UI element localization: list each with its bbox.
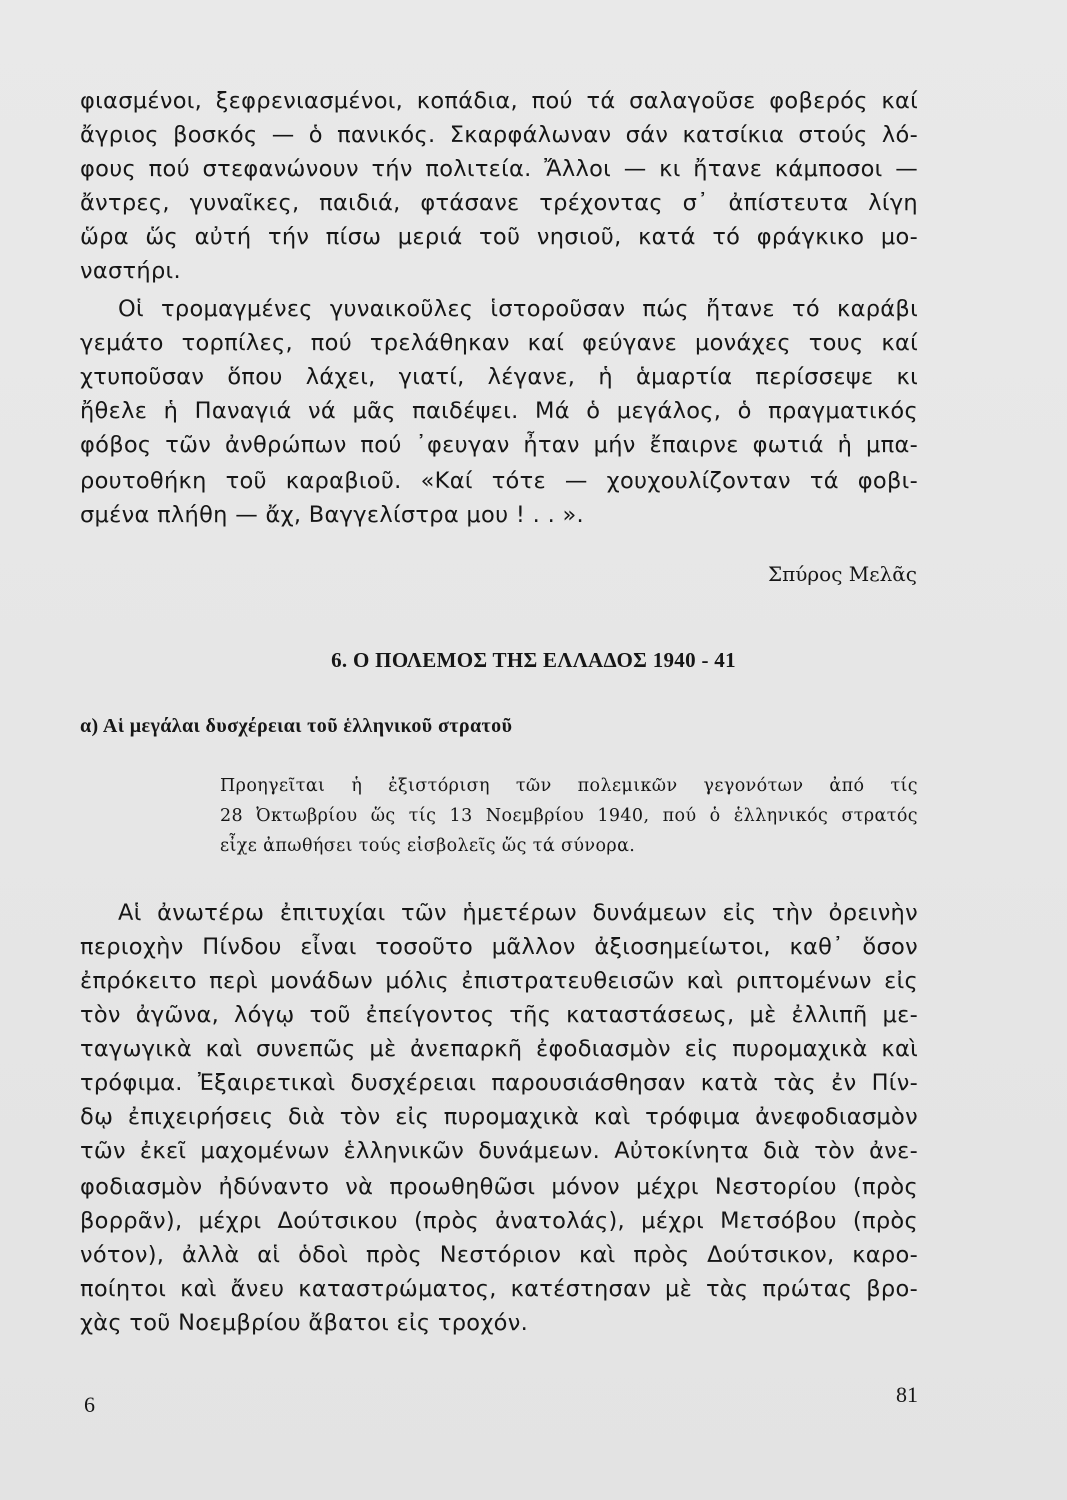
text-line: τὸν ἀγῶνα, λόγῳ τοῦ ἐπείγοντος τῆς καταστάσεως, μὲ ἐλλιπῆ με-	[80, 1002, 918, 1028]
text-line: ἐπρόκειτο περὶ μονάδων μόλις ἐπιστρατευθεισῶν καὶ ριπτομένων εἰς	[80, 968, 918, 994]
text-line: ἄγριος βοσκός — ὁ πανικός. Σκαρφάλωναν σάν κατσίκια στούς λό-	[80, 122, 918, 148]
author-signature: Σπύρος Μελᾶς	[767, 562, 917, 586]
summary-line: 28 Ὀκτωβρίου ὥς τίς 13 Νοεμβρίου 1940, πού ὁ ἑλληνικός στρατός	[220, 806, 918, 826]
text-line: δῳ ἐπιχειρήσεις διὰ τὸν εἰς πυρομαχικὰ καὶ τρόφιμα ἀνεφοδιασμὸν	[80, 1104, 918, 1130]
text-line: βορρᾶν), μέχρι Δούτσικου (πρὸς ἀνατολάς), μέχρι Μετσόβου (πρὸς	[80, 1208, 918, 1234]
text-line: νότον), ἀλλὰ αἱ ὁδοὶ πρὸς Νεστόριον καὶ πρὸς Δούτσικον, καρο-	[80, 1242, 918, 1268]
text-line: ρουτοθήκη τοῦ καραβιοῦ. «Καί τότε — χουχουλίζονταν τά φοβι-	[80, 468, 918, 494]
text-line: ὥρα ὥς αὐτή τήν πίσω μεριά τοῦ νησιοῦ, κατά τό φράγκικο μο-	[80, 224, 918, 250]
page-number-left: 6	[84, 1392, 95, 1417]
page-number-right: 81	[896, 1382, 918, 1407]
section-title: 6. Ο ΠΟΛΕΜΟΣ ΤΗΣ ΕΛΛΑΔΟΣ 1940 - 41	[331, 648, 736, 672]
text-line: φόβος τῶν ἀνθρώπων πού ᾽φευγαν ἦταν μήν ἔπαιρνε φωτιά ἡ μπα-	[80, 432, 918, 458]
text-line: ναστήρι.	[80, 258, 181, 284]
text-line: γεμάτο τορπίλες, πού τρελάθηκαν καί φεύγανε μονάχες τους καί	[80, 330, 918, 356]
text-line: ἄντρες, γυναῖκες, παιδιά, φτάσανε τρέχοντας σ᾽ ἀπίστευτα λίγη	[80, 190, 918, 216]
text-line: σμένα πλήθη — ἄχ, Βαγγελίστρα μου ! . . ».	[80, 502, 584, 528]
text-line: ἤθελε ἡ Παναγιά νά μᾶς παιδέψει. Μά ὁ μεγάλος, ὁ πραγματικός	[80, 398, 918, 424]
text-line: Οἱ τρομαγμένες γυναικοῦλες ἱστοροῦσαν πώς ἤτανε τό καράβι	[118, 296, 918, 322]
text-line: ταγωγικὰ καὶ συνεπῶς μὲ ἀνεπαρκῆ ἐφοδιασμὸν εἰς πυρομαχικὰ καὶ	[80, 1036, 918, 1062]
text-line: ποίητοι καὶ ἄνευ καταστρώματος, κατέστησαν μὲ τὰς πρώτας βρο-	[80, 1276, 918, 1302]
subsection-title: α) Αἱ μεγάλαι δυσχέρειαι τοῦ ἑλληνικοῦ στρατοῦ	[80, 715, 513, 737]
text-line: φιασμένοι, ξεφρενιασμένοι, κοπάδια, πού τά σαλαγοῦσε φοβερός καί	[80, 88, 918, 114]
text-line: Αἱ ἀνωτέρω ἐπιτυχίαι τῶν ἡμετέρων δυνάμεων εἰς τὴν ὀρεινὴν	[118, 900, 918, 926]
text-line: χὰς τοῦ Νοεμβρίου ἄβατοι εἰς τροχόν.	[80, 1310, 529, 1336]
text-line: χτυποῦσαν ὅπου λάχει, γιατί, λέγανε, ἡ ἁμαρτία περίσσεψε κι	[80, 364, 918, 390]
summary-line: εἶχε ἀπωθήσει τούς εἰσβολεῖς ὥς τά σύνορα.	[220, 836, 636, 856]
summary-line: Προηγεῖται ἡ ἐξιστόριση τῶν πολεμικῶν γεγονότων ἀπό τίς	[220, 776, 918, 796]
text-line: τῶν ἐκεῖ μαχομένων ἑλληνικῶν δυνάμεων. Αὐτοκίνητα διὰ τὸν ἀνε-	[80, 1138, 918, 1164]
text-line: περιοχὴν Πίνδου εἶναι τοσοῦτο μᾶλλον ἀξιοσημείωτοι, καθ᾽ ὅσον	[80, 934, 918, 960]
text-line: φους πού στεφανώνουν τήν πολιτεία. Ἄλλοι — κι ἤτανε κάμποσοι —	[80, 156, 918, 182]
text-line: φοδιασμὸν ἠδύναντο νὰ προωθηθῶσι μόνον μέχρι Νεστορίου (πρὸς	[80, 1174, 918, 1200]
text-line: τρόφιμα. Ἐξαιρετικαὶ δυσχέρειαι παρουσιάσθησαν κατὰ τὰς ἐν Πίν-	[80, 1070, 918, 1096]
